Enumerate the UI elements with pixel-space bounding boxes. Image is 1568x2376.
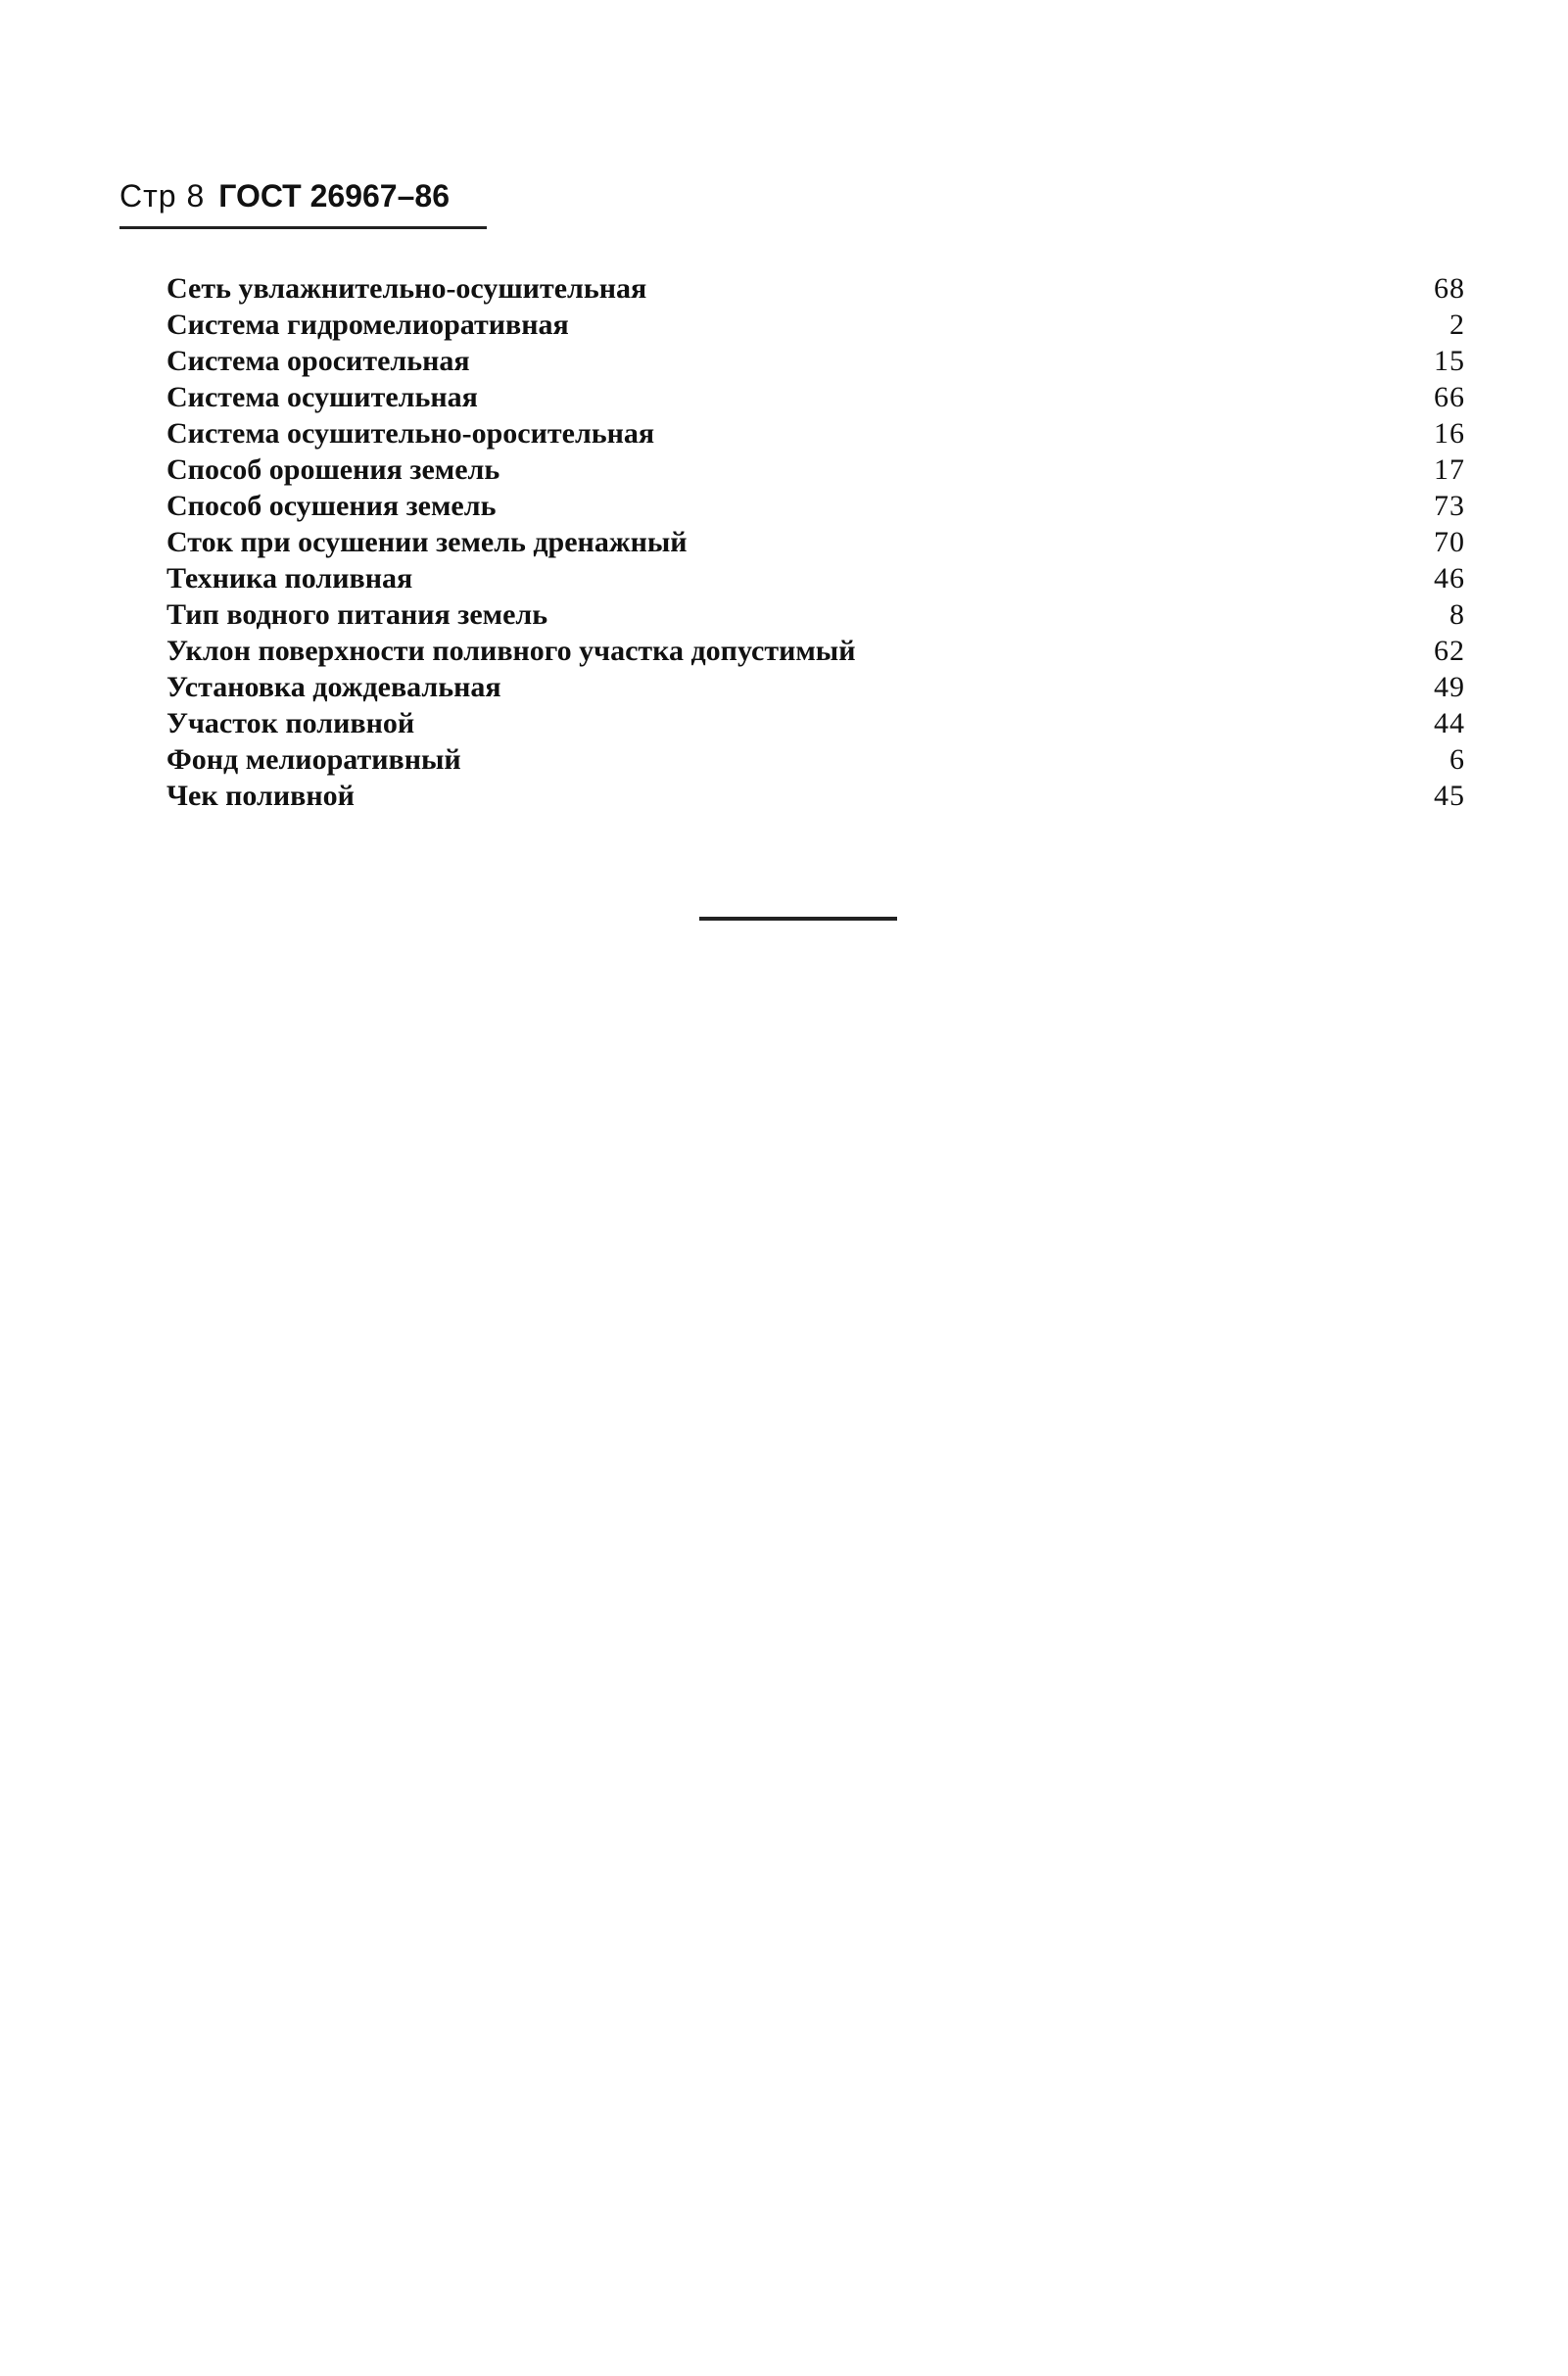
- index-row: [166, 451, 1465, 488]
- index-page-number: 68: [1434, 272, 1465, 305]
- index-page-number: 16: [1434, 417, 1465, 450]
- index-row: [166, 488, 1465, 524]
- index-row: [166, 669, 1465, 705]
- index-page-number: 2: [1449, 309, 1465, 341]
- index-term: Тип водного питания земель: [166, 598, 548, 631]
- index-row: [166, 307, 1465, 343]
- index-term: Чек поливной: [166, 780, 355, 812]
- term-index-list: [166, 270, 1465, 814]
- index-term: Система оросительная: [166, 345, 470, 377]
- page-number: Стр 8: [119, 178, 206, 214]
- index-row: [166, 415, 1465, 451]
- index-row: [166, 343, 1465, 379]
- index-page-number: 62: [1434, 635, 1465, 667]
- index-row: [166, 633, 1465, 669]
- index-row: [166, 596, 1465, 633]
- header-rule: [119, 226, 487, 229]
- index-term: Способ орошения земель: [166, 453, 500, 486]
- index-term: Сеть увлажнительно-осушительная: [166, 272, 647, 305]
- index-row: [166, 705, 1465, 741]
- index-term: Уклон поверхности поливного участка допустимый: [166, 635, 856, 667]
- index-term: Система осушительно-оросительная: [166, 417, 655, 450]
- index-page-number: 15: [1434, 345, 1465, 377]
- index-term: Способ осушения земель: [166, 490, 497, 522]
- index-page-number: 70: [1434, 526, 1465, 558]
- index-term: Техника поливная: [166, 562, 413, 594]
- index-row: [166, 270, 1465, 307]
- index-row: [166, 524, 1465, 560]
- index-term: Участок поливной: [166, 707, 415, 739]
- index-page-number: 46: [1434, 562, 1465, 594]
- index-row: [166, 741, 1465, 778]
- index-page-number: 73: [1434, 490, 1465, 522]
- standard-code: ГОСТ 26967–86: [218, 178, 450, 214]
- index-row: [166, 778, 1465, 814]
- index-term: Фонд мелиоративный: [166, 743, 461, 776]
- index-page-number: 6: [1449, 743, 1465, 776]
- index-row: [166, 379, 1465, 415]
- index-page-number: 45: [1434, 780, 1465, 812]
- index-term: Система гидромелиоративная: [166, 309, 569, 341]
- index-term: Система осушительная: [166, 381, 478, 413]
- index-row: [166, 560, 1465, 596]
- index-term: Сток при осушении земель дренажный: [166, 526, 688, 558]
- index-term: Установка дождевальная: [166, 671, 501, 703]
- index-page-number: 17: [1434, 453, 1465, 486]
- index-page-number: 8: [1449, 598, 1465, 631]
- index-page-number: 49: [1434, 671, 1465, 703]
- index-page-number: 66: [1434, 381, 1465, 413]
- end-rule: [699, 917, 897, 921]
- page-header: [119, 176, 450, 215]
- index-page-number: 44: [1434, 707, 1465, 739]
